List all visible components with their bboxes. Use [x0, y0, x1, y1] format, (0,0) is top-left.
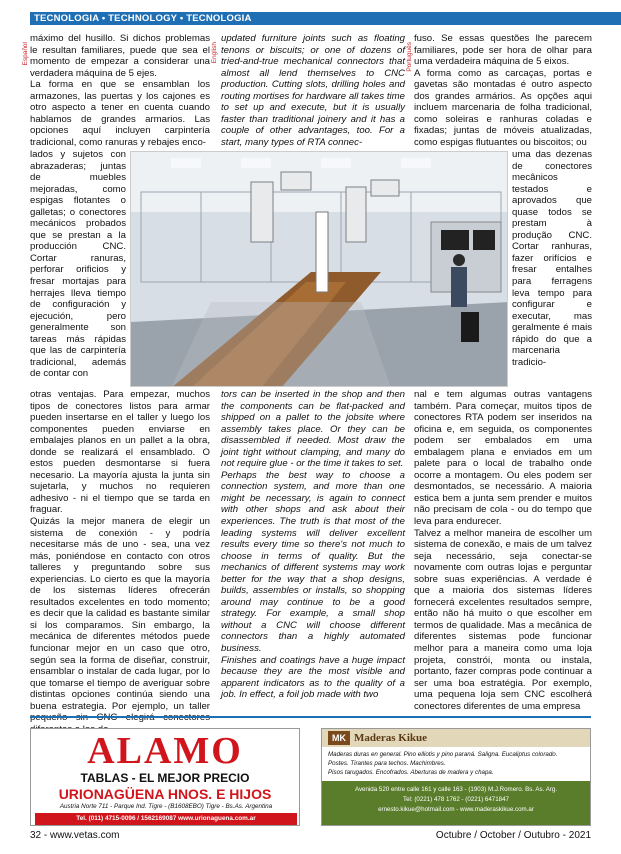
english-text-bottom: tors can be inserted in the shop and then the components can be flat-packed and shipped on a pallet to the jobsite where assembly takes place. Or they can be disassembled if needed. Most draw the joint tight without clamping, and many do not require glue - or the time it takes to set. Perhaps the best way to choose a connection system, and more than one might be necessary, is again to connect with other shops and ask about their experiences. The truth is that most of the leading systems will deliver excellent results every time so there's not much to choose in terms of quality. But the mechanics of different systems may work better for the way that a shop designs, builds, assembles or installs, so shopping around may continue to be a good strategy. For example, a small shop without a CNC will choose different connectors than a highly automated business. Finishes and coatings have a huge impact because they are the most visible and apparent indicators as to the quality of a job. In effect, a foil job made with two — [221, 389, 405, 701]
factory-photo — [130, 151, 508, 387]
label-english: English — [211, 42, 218, 64]
kikue-phone: Tel: (0221) 478 1762 - (0221) 6471847 — [403, 796, 509, 803]
portuguese-text-bottom: nal e tem algumas outras vantagens também. Para começar, muitos tipos de conectores RTA podem ser inseridos na oficina e, em seguida, os componentes podem ser embalados em uma embalagem plana e enviados em um palete para o local de trabalho onde ocorre a montagem. Ou eles podem ser desmontados, se necessário. A maioria estica bem a junta sem prender e muitos não precisam de cola - ou do tempo que leva para endurecer. Talvez a melhor maneira de escolher um sistema de conexão, e mais de um talvez seja necessário, seja conectar-se novamente com outras lojas e perguntar sobre suas experiências. A verdade é que a maioria dos sistemas líderes fornecerá excelentes resultados sempre, então não há muito o que escolher em termos de qualidade. Mas a mecânica de diferentes sistemas pode funcionar melhor para a maneira como uma loja projeta, constrói, monta ou instala, portanto, fazer compras pode continuar a ser uma boa estratégia. Por exemplo, uma pequena loja sem CNC escolherá conectores diferentes de uma empresa — [414, 389, 592, 712]
portuguese-text-top: fuso. Se essas questões lhe parecem familiares, pode ser hora de olhar para uma verdadeira máquina de 5 eixos. A forma como as carcaças, portas e gavetas são montadas é outro aspecto dos grandes armários. As opções aqui incluem marcenaria de folha tradicional, como soleiras e ranhuras coladas e fixadas; juntas de móveis atualizadas, como espigas flutuantes ou biscoitos; ou — [414, 33, 592, 148]
kikue-line-3: Pisos tarugados. Encofrados. Aberturas de madera y chapa. — [328, 769, 494, 776]
alamo-ad[interactable] — [30, 728, 300, 826]
kikue-brand: Maderas Kikue — [354, 732, 428, 744]
alamo-company: URIONAGÜENA HNOS. E HIJOS — [58, 786, 272, 802]
ad-divider — [30, 716, 591, 718]
section-header: TECNOLOGIA • TECHNOLOGY • TECNOLOGIA — [30, 12, 621, 25]
spanish-text-top: máximo del husillo. Si dichos problemas le resultan familiares, puede que sea el momento de empezar a considerar una verdadera máquina de 5 ejes. La forma en que se ensamblan los armazones, las puertas y los cajones es otro aspecto a tener en cuenta cuando hablamos de grandes armarios. Las opciones aquí incluyen carpintería tradicional, como ranuras y rebajes enco- — [30, 33, 210, 148]
alamo-tagline: TABLAS - EL MEJOR PRECIO — [80, 771, 250, 785]
alamo-contact: Tel. (011) 4715-0096 / 1562169087 www.urionaguena.com.ar — [35, 813, 297, 825]
footer-date: Octubre / October / Outubro - 2021 — [435, 830, 591, 841]
portuguese-text-wrap: uma das dezenas de conectores mecânicos testados e aprovados que quase todos se prestam à produção CNC. Cortar ranhuras, fazer orifícios e fresar entalhes para ferragens leva tempo para configurar e executar, mas geralmente é mais rápido do que a marcenaria tradicio- — [512, 149, 592, 368]
alamo-address: Austria Norte 711 - Parque Ind. Tigre - (B1608EBO) Tigre - Bs.As. Argentina — [59, 803, 273, 810]
spanish-text-bottom: otras ventajas. Para empezar, muchos tipos de conectores listos para armar pueden insertarse en el taller y luego los componentes pueden enviarse en embalajes planos en un pallet a la obra, donde se realizará el ensamblado. O estos pueden desmontarse si fuera necesario. La mayoría ajusta la junta sin sujetarla, y muchos no requieren adhesivo - ni el tiempo que se tarda en fraguar. Quizás la mejor manera de elegir un sistema de conexión - y podría necesitarse más de uno - sea, una vez más, poniéndose en contacto con otros talleres y preguntando sobre sus experiencias. Lo cierto es que la mayoría de los sistemas líderes ofrecerán resultados excelentes en todo momento; es decir que la calidad es bastante similar si los comparamos. Sin embargo, la mecánica de diferentes métodos puede funcionar mejor en un caso que otro, según sea la forma de diseñar, construir, ensamblar o instalar de cada lugar, por lo que tomarse el tiempo de averiguar sobre distintas opciones continúa siendo una buena estrategia. Por ejemplo, un taller — [30, 389, 210, 712]
kikue-line-2: Postes. Tirantes para techos. Machimbres. — [328, 760, 446, 767]
kikue-logo: MK — [328, 731, 350, 745]
label-portuguese: Português — [406, 42, 413, 72]
kikue-ad[interactable] — [321, 728, 591, 826]
kikue-web[interactable]: ernesto.kikue@hotmail.com - www.maderaskikue.com.ar — [378, 806, 534, 813]
footer-page-site: 32 - www.vetas.com — [30, 830, 120, 841]
spanish-text-wrap: lados y sujetos con abrazaderas; juntas de muebles mejoradas, como espigas flotantes o galletas; o conectores mecánicos probados que se prestan a la producción CNC. Cortar ranuras, perforar orificios y fresar mortajas para herrajes lleva tiempo de configuración y ejecución, pero generalmente son tareas más rápidas que las de carpintería tradicional, además de contar con — [30, 149, 126, 380]
kikue-line-1: Maderas duras en general. Pino elliotis y pino paraná. Saligna. Eucaliptus colorado. — [328, 751, 558, 758]
english-text-top: updated furniture joints such as floating tenons or biscuits; or one of dozens of tried-and-true mechanical connectors that almost all lend themselves to CNC production. Cutting slots, drilling holes and routing mortises for hardware all takes time to set up and execute, but it is usually faster than traditional joinery and it has a couple of other advantages, too. For a start, many types of RTA connec- — [221, 33, 405, 148]
kikue-address: Avenida 520 entre calle 161 y calle 163 - (1903) M.J.Romero. Bs. As. Arg. — [354, 786, 558, 793]
alamo-brand: ALAMO — [87, 730, 243, 772]
header-band — [0, 0, 621, 26]
label-spanish: Español — [22, 42, 29, 66]
